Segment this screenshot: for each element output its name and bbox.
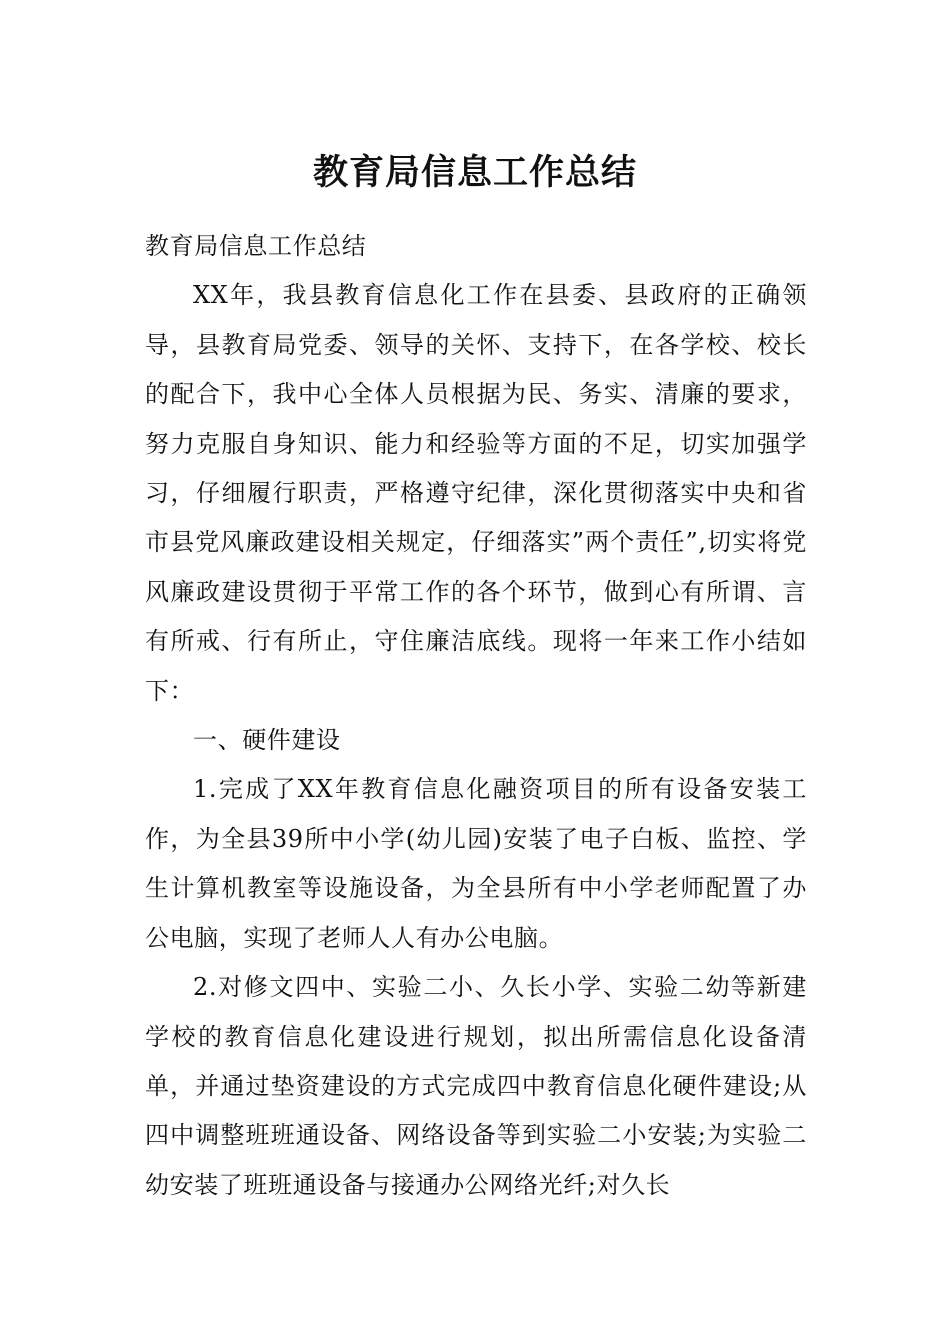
document-title: 教育局信息工作总结 [312,153,637,194]
paragraph-subtitle: 教育局信息工作总结 [145,232,367,260]
paragraph-item-2: 2.对修文四中、实验二小、久长小学、实验二幼等新建学校的教育信息化建设进行规划，拟出所需信息化设备清单，并通过垫资建设的方式完成四中教育信息化硬件建设;从四中调整班班通设备、网络设备等到实验二小安装;为实验二幼安装了班班通设备与接通办公网络光纤;对久长 [145,973,807,1199]
document-body [145,222,807,1210]
section-heading-hardware: 一、硬件建设 [193,726,341,755]
paragraph-intro: XX年，我县教育信息化工作在县委、县政府的正确领导，县教育局党委、领导的关怀、支持下，在各学校、校长的配合下，我中心全体人员根据为民、务实、清廉的要求，努力克服自身知识、能力和经验等方面的不足，切实加强学习，仔细履行职责，严格遵守纪律，深化贯彻落实中央和省市县党风廉政建设相关规定，仔细落实”两个责任”,切实将党风廉政建设贯彻于平常工作的各个环节，做到心有所谓、言有所戒、行有所止，守住廉洁底线。现将一年来工作小结如下： [145,281,807,705]
paragraph-item-1: 1.完成了XX年教育信息化融资项目的所有设备安装工作，为全县39所中小学(幼儿园)安装了电子白板、监控、学生计算机教室等设施设备，为全县所有中小学老师配置了办公电脑，实现了老师人人有办公电脑。 [145,775,807,952]
